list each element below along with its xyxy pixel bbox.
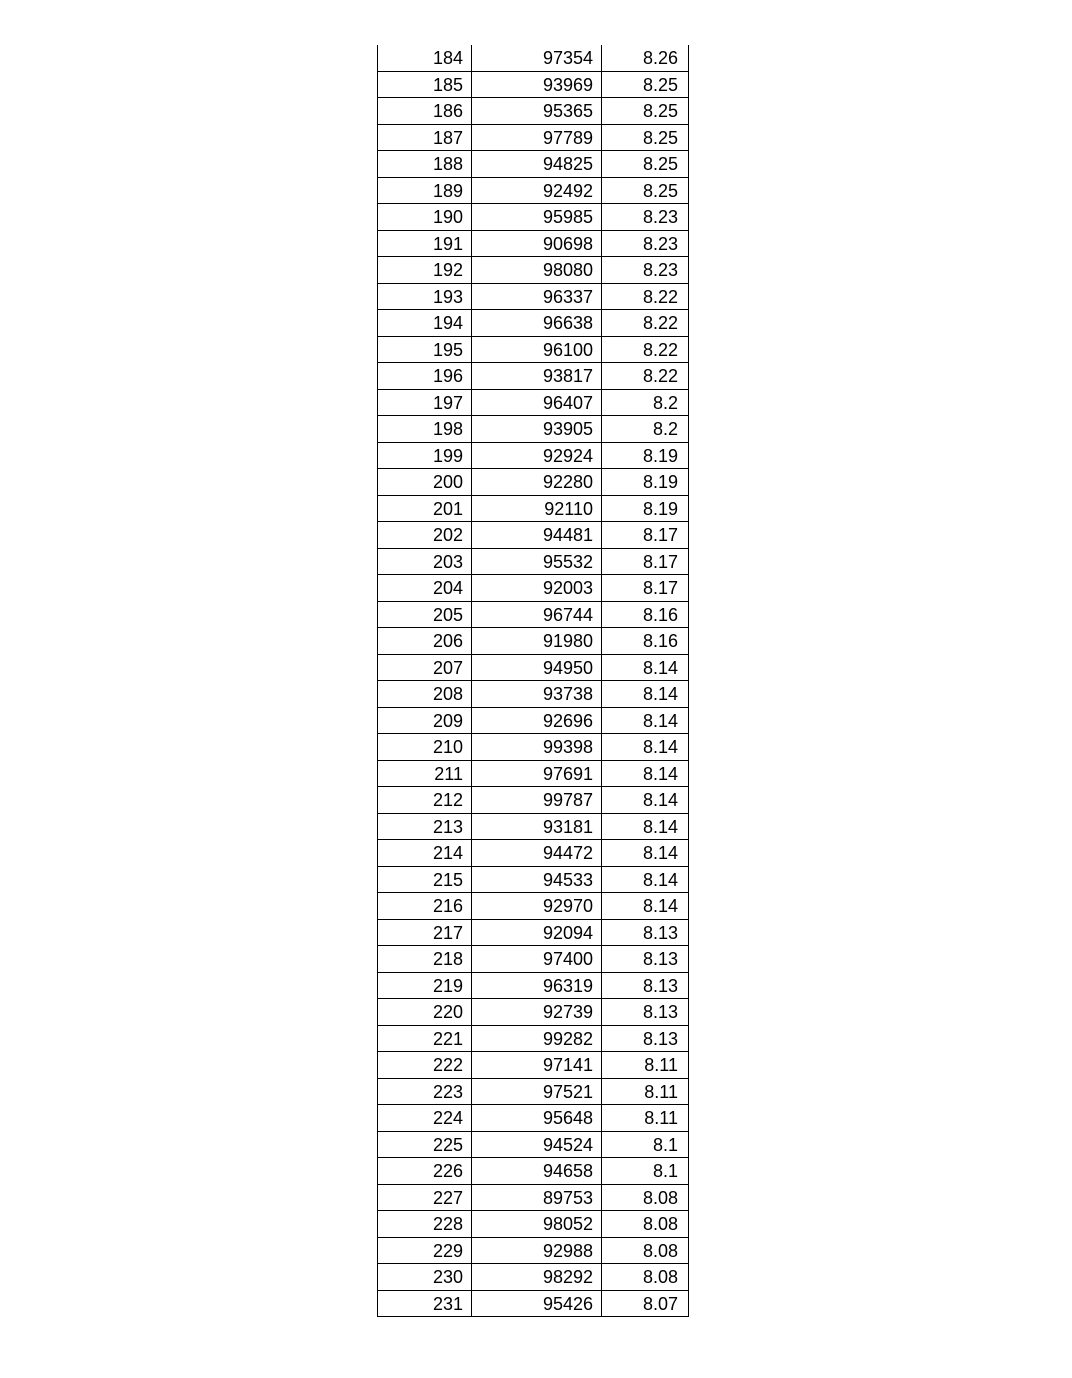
rank-cell: 206 (378, 628, 472, 654)
score-cell: 8.2 (652, 419, 678, 439)
table-row (378, 628, 688, 655)
score-cell: 8.17 (642, 525, 678, 545)
score-cell: 8.25 (642, 154, 678, 174)
id-cell: 92110 (472, 496, 602, 522)
table-row (378, 920, 688, 947)
table-row (378, 310, 688, 337)
table-row (378, 72, 688, 99)
rank-cell: 211 (378, 761, 472, 787)
table-row (378, 1291, 688, 1318)
id-cell: 93738 (472, 681, 602, 707)
score-cell: 8.14 (642, 869, 678, 890)
rank-cell: 197 (378, 390, 472, 416)
rank-cell: 185 (378, 72, 472, 98)
table-row (378, 946, 688, 973)
score-cell: 8.22 (642, 286, 678, 307)
id-cell: 89753 (472, 1185, 602, 1211)
rank-cell: 220 (378, 999, 472, 1025)
rank-cell: 210 (378, 734, 472, 760)
table-row (378, 1211, 688, 1238)
id-cell: 94533 (472, 867, 602, 893)
score-cell: 8.14 (642, 684, 678, 704)
id-cell: 94524 (472, 1132, 602, 1158)
table-row (378, 98, 688, 125)
rank-cell: 228 (378, 1211, 472, 1237)
id-cell: 97789 (472, 125, 602, 151)
rank-cell: 217 (378, 920, 472, 946)
id-cell: 97691 (472, 761, 602, 787)
score-cell: 8.1 (652, 1161, 678, 1181)
table-row (378, 814, 688, 841)
score-cell: 8.08 (642, 1214, 678, 1234)
id-cell: 93181 (472, 814, 602, 840)
table-row (378, 45, 688, 72)
score-cell: 8.13 (642, 922, 678, 943)
id-cell: 99398 (472, 734, 602, 760)
id-cell: 97521 (472, 1079, 602, 1105)
table-row (378, 204, 688, 231)
table-row (378, 390, 688, 417)
table-row (378, 840, 688, 867)
score-cell: 8.22 (642, 339, 678, 360)
score-cell: 8.07 (642, 1293, 678, 1314)
rank-cell: 203 (378, 549, 472, 575)
rank-cell: 212 (378, 787, 472, 813)
rank-cell: 224 (378, 1105, 472, 1131)
table-row (378, 999, 688, 1026)
rank-cell: 187 (378, 125, 472, 151)
id-cell: 97400 (472, 946, 602, 972)
id-cell: 95532 (472, 549, 602, 575)
id-cell: 91980 (472, 628, 602, 654)
score-cell: 8.14 (642, 790, 678, 810)
score-cell: 8.25 (642, 180, 678, 201)
score-cell: 8.08 (642, 1240, 678, 1261)
id-cell: 94481 (472, 522, 602, 548)
rank-cell: 214 (378, 840, 472, 866)
rank-cell: 202 (378, 522, 472, 548)
id-cell: 96744 (472, 602, 602, 628)
table-row (378, 443, 688, 470)
score-cell: 8.13 (642, 949, 678, 969)
table-row (378, 787, 688, 814)
id-cell: 97354 (472, 45, 602, 71)
table-row (378, 1238, 688, 1265)
table-row (378, 708, 688, 735)
table-row (378, 337, 688, 364)
data-table (377, 45, 689, 1317)
id-cell: 94825 (472, 151, 602, 177)
score-cell: 8.16 (642, 604, 678, 625)
score-cell: 8.14 (642, 763, 678, 784)
score-cell: 8.23 (642, 260, 678, 280)
score-cell: 8.19 (642, 472, 678, 492)
id-cell: 92492 (472, 178, 602, 204)
id-cell: 96319 (472, 973, 602, 999)
table-row (378, 893, 688, 920)
score-cell: 8.08 (642, 1187, 678, 1208)
score-cell: 8.23 (642, 207, 678, 227)
id-cell: 99787 (472, 787, 602, 813)
score-cell: 8.17 (642, 551, 678, 572)
rank-cell: 226 (378, 1158, 472, 1184)
rank-cell: 215 (378, 867, 472, 893)
rank-cell: 230 (378, 1264, 472, 1290)
rank-cell: 231 (378, 1291, 472, 1317)
rank-cell: 219 (378, 973, 472, 999)
score-cell: 8.2 (652, 392, 678, 413)
id-cell: 92003 (472, 575, 602, 601)
rank-cell: 204 (378, 575, 472, 601)
id-cell: 96100 (472, 337, 602, 363)
rank-cell: 199 (378, 443, 472, 469)
id-cell: 95426 (472, 1291, 602, 1317)
table-row (378, 1105, 688, 1132)
rank-cell: 195 (378, 337, 472, 363)
id-cell: 98080 (472, 257, 602, 283)
table-row (378, 602, 688, 629)
table-row (378, 1185, 688, 1212)
table-row (378, 1132, 688, 1159)
rank-cell: 221 (378, 1026, 472, 1052)
score-cell: 8.13 (642, 975, 678, 996)
score-cell: 8.11 (644, 1081, 678, 1102)
rank-cell: 200 (378, 469, 472, 495)
rank-cell: 209 (378, 708, 472, 734)
score-cell: 8.25 (642, 101, 678, 121)
rank-cell: 227 (378, 1185, 472, 1211)
table-row (378, 231, 688, 258)
score-cell: 8.22 (642, 313, 678, 333)
rank-cell: 184 (378, 45, 472, 71)
table-row (378, 1052, 688, 1079)
rank-cell: 208 (378, 681, 472, 707)
id-cell: 92988 (472, 1238, 602, 1264)
id-cell: 94472 (472, 840, 602, 866)
table-row (378, 549, 688, 576)
table-row (378, 496, 688, 523)
id-cell: 97141 (472, 1052, 602, 1078)
table-row (378, 151, 688, 178)
score-cell: 8.16 (642, 631, 678, 651)
rank-cell: 225 (378, 1132, 472, 1158)
table-row (378, 257, 688, 284)
table-row (378, 416, 688, 443)
table-row (378, 734, 688, 761)
rank-cell: 194 (378, 310, 472, 336)
id-cell: 92970 (472, 893, 602, 919)
id-cell: 93969 (472, 72, 602, 98)
id-cell: 92739 (472, 999, 602, 1025)
table-row (378, 1026, 688, 1053)
table-row (378, 363, 688, 390)
id-cell: 95648 (472, 1105, 602, 1131)
table-row (378, 125, 688, 152)
table-row (378, 1158, 688, 1185)
rank-cell: 201 (378, 496, 472, 522)
score-cell: 8.17 (642, 578, 678, 598)
score-cell: 8.22 (642, 366, 678, 386)
score-cell: 8.19 (642, 498, 678, 519)
id-cell: 92094 (472, 920, 602, 946)
table-row (378, 761, 688, 788)
rank-cell: 191 (378, 231, 472, 257)
table-row (378, 655, 688, 682)
rank-cell: 223 (378, 1079, 472, 1105)
rank-cell: 188 (378, 151, 472, 177)
id-cell: 96638 (472, 310, 602, 336)
rank-cell: 196 (378, 363, 472, 389)
rank-cell: 193 (378, 284, 472, 310)
id-cell: 93817 (472, 363, 602, 389)
table-row (378, 284, 688, 311)
id-cell: 96407 (472, 390, 602, 416)
id-cell: 98292 (472, 1264, 602, 1290)
score-cell: 8.11 (644, 1055, 678, 1075)
score-cell: 8.11 (644, 1108, 678, 1128)
rank-cell: 222 (378, 1052, 472, 1078)
score-cell: 8.14 (642, 896, 678, 916)
rank-cell: 192 (378, 257, 472, 283)
table-row (378, 973, 688, 1000)
table-row (378, 867, 688, 894)
id-cell: 99282 (472, 1026, 602, 1052)
table-row (378, 1264, 688, 1291)
id-cell: 98052 (472, 1211, 602, 1237)
score-cell: 8.13 (642, 1028, 678, 1049)
rank-cell: 190 (378, 204, 472, 230)
score-cell: 8.08 (642, 1267, 678, 1287)
score-cell: 8.14 (642, 657, 678, 678)
table-row (378, 681, 688, 708)
score-cell: 8.25 (642, 74, 678, 95)
score-cell: 8.14 (642, 816, 678, 837)
score-cell: 8.19 (642, 445, 678, 466)
score-cell: 8.25 (642, 127, 678, 148)
id-cell: 95985 (472, 204, 602, 230)
id-cell: 90698 (472, 231, 602, 257)
score-cell: 8.14 (642, 710, 678, 731)
id-cell: 96337 (472, 284, 602, 310)
id-cell: 94950 (472, 655, 602, 681)
id-cell: 92924 (472, 443, 602, 469)
rank-cell: 186 (378, 98, 472, 124)
score-cell: 8.1 (652, 1134, 678, 1155)
rank-cell: 229 (378, 1238, 472, 1264)
table-row (378, 1079, 688, 1106)
rank-cell: 218 (378, 946, 472, 972)
id-cell: 94658 (472, 1158, 602, 1184)
rank-cell: 189 (378, 178, 472, 204)
id-cell: 93905 (472, 416, 602, 442)
table-row (378, 575, 688, 602)
table-row (378, 522, 688, 549)
score-cell: 8.23 (642, 233, 678, 254)
id-cell: 92696 (472, 708, 602, 734)
rank-cell: 207 (378, 655, 472, 681)
rank-cell: 198 (378, 416, 472, 442)
rank-cell: 216 (378, 893, 472, 919)
id-cell: 92280 (472, 469, 602, 495)
score-cell: 8.14 (642, 843, 678, 863)
id-cell: 95365 (472, 98, 602, 124)
score-cell: 8.14 (642, 737, 678, 757)
rank-cell: 205 (378, 602, 472, 628)
score-cell: 8.26 (642, 48, 678, 68)
rank-cell: 213 (378, 814, 472, 840)
table-row (378, 469, 688, 496)
score-cell: 8.13 (642, 1002, 678, 1022)
table-row (378, 178, 688, 205)
